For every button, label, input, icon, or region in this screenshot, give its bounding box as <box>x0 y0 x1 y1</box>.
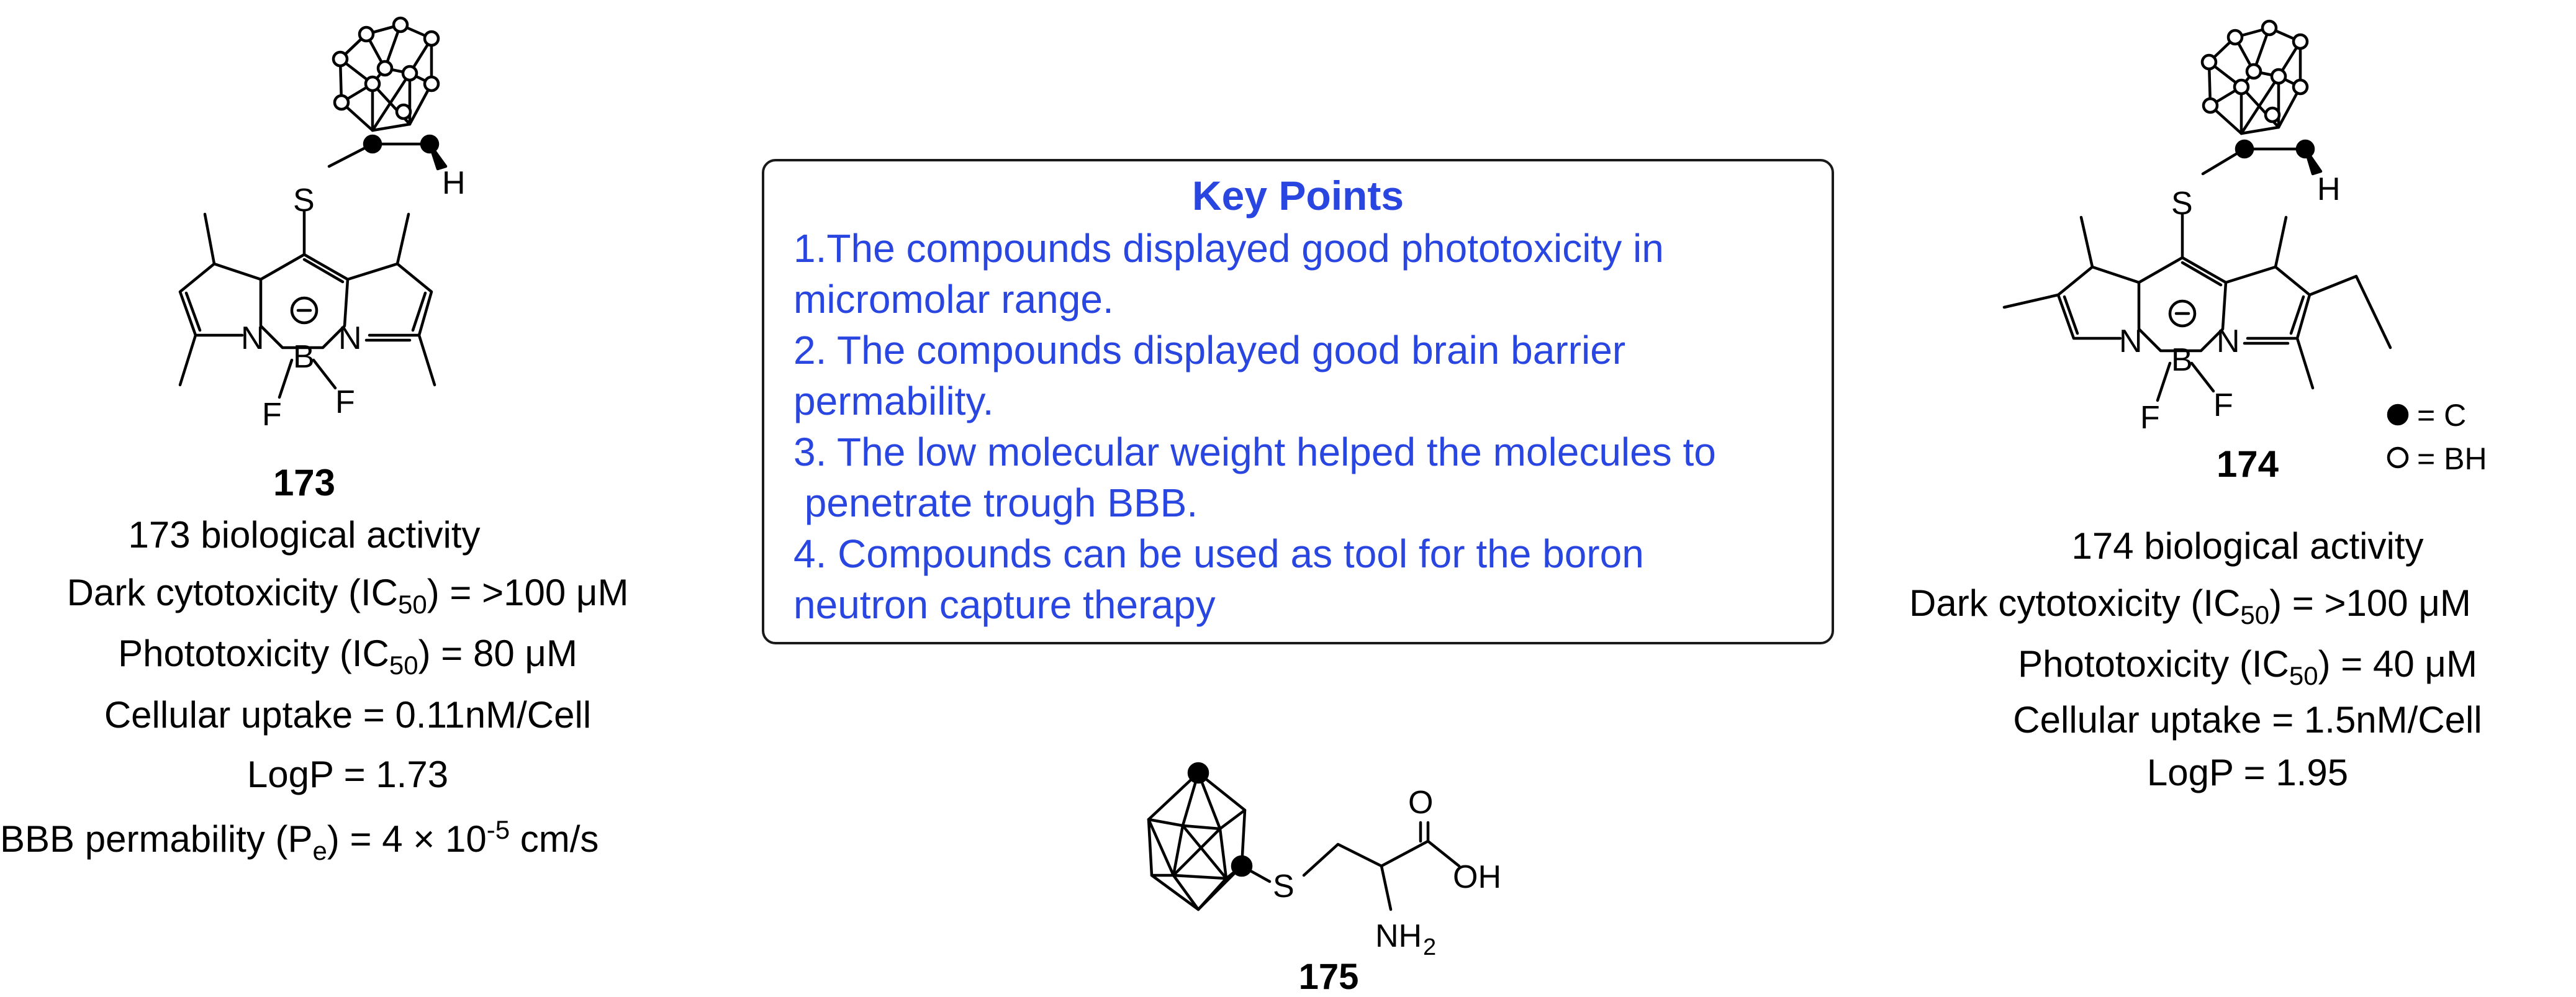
atom-N-right-174: N <box>2217 323 2240 359</box>
atom-NH-sub-175: 2 <box>1423 934 1437 960</box>
atom-NH-175: NH <box>1375 918 1422 954</box>
atom-F-right-173: F <box>335 384 355 420</box>
compound-174-title: 174 biological activity <box>2071 525 2424 567</box>
compound-173-dark-cytotoxicity: Dark cytotoxicity $(IC_{50}) = >100$ μM <box>66 572 629 619</box>
compound-173-phototoxicity: Phototoxicity $(IC_{50}) = 80$ μM <box>118 633 577 680</box>
key-point-line-7: 4. Compounds can be used as tool for the boron <box>793 531 1644 576</box>
atom-F-right-174: F <box>2213 387 2233 423</box>
key-point-line-8: neutron capture therapy <box>793 582 1216 627</box>
compound-174-dark-cytotoxicity: Dark cytotoxicity $(IC_{50}) = >100$ μM <box>1909 582 2471 629</box>
legend-carbon-label: = C <box>2417 398 2467 433</box>
key-points-title: Key Points <box>1191 173 1404 219</box>
compound-173-logp: LogP = 1.73 <box>246 754 449 795</box>
atom-F-left-173: F <box>262 397 282 433</box>
key-point-line-6: penetrate trough BBB. <box>793 480 1198 525</box>
key-point-line-4: permability. <box>793 379 994 423</box>
key-point-line-2: micromolar range. <box>793 277 1114 322</box>
compound-174-number: 174 <box>2216 443 2279 485</box>
compound-174-cellular-uptake: Cellular uptake = 1.5nM/Cell <box>2013 699 2482 741</box>
atom-N-right-173: N <box>338 320 362 356</box>
atom-S-174: S <box>2171 186 2193 222</box>
atom-O-175: O <box>1408 785 1434 821</box>
key-points-box <box>762 159 1834 644</box>
legend-carbon-dot <box>2388 405 2407 424</box>
compound-173-number: 173 <box>273 462 336 503</box>
atom-F-left-174: F <box>2140 400 2160 436</box>
legend-bh-label: = BH <box>2417 441 2487 476</box>
compound-174-logp: LogP = 1.95 <box>2146 752 2349 793</box>
atom-B-173: B <box>293 339 315 375</box>
atom-B-174: B <box>2171 342 2193 378</box>
compound-173-cellular-uptake: Cellular uptake = 0.11nM/Cell <box>104 694 592 736</box>
atom-N-left-174: N <box>2119 323 2143 359</box>
key-point-line-3: 2. The compounds displayed good brain barrier <box>793 328 1626 372</box>
compound-175-number: 175 <box>1298 957 1359 997</box>
atom-S-175: S <box>1273 868 1295 905</box>
atom-OH-175: OH <box>1453 859 1501 895</box>
atom-N-left-173: N <box>241 320 264 356</box>
compound-174-phototoxicity: Phototoxicity $(IC_{50}) = 40$ μM <box>2018 643 2477 690</box>
compound-174-structure <box>2004 21 2390 400</box>
compound-173-bbb-permeability: BBB permability $(P_e) = 4 \times 10^{-5}$ cm/s <box>0 815 599 865</box>
legend-bh-dot <box>2388 448 2407 467</box>
compound-173-title: 173 biological activity <box>128 514 481 556</box>
atom-H-173: H <box>442 165 466 201</box>
key-point-line-5: 3. The low molecular weight helped the molecules to <box>793 430 1716 474</box>
atom-S-173: S <box>293 183 315 219</box>
atom-H-174: H <box>2317 171 2341 207</box>
key-point-line-1: 1.The compounds displayed good phototoxicity in <box>793 226 1664 271</box>
carborane-cage-173 <box>340 25 432 130</box>
